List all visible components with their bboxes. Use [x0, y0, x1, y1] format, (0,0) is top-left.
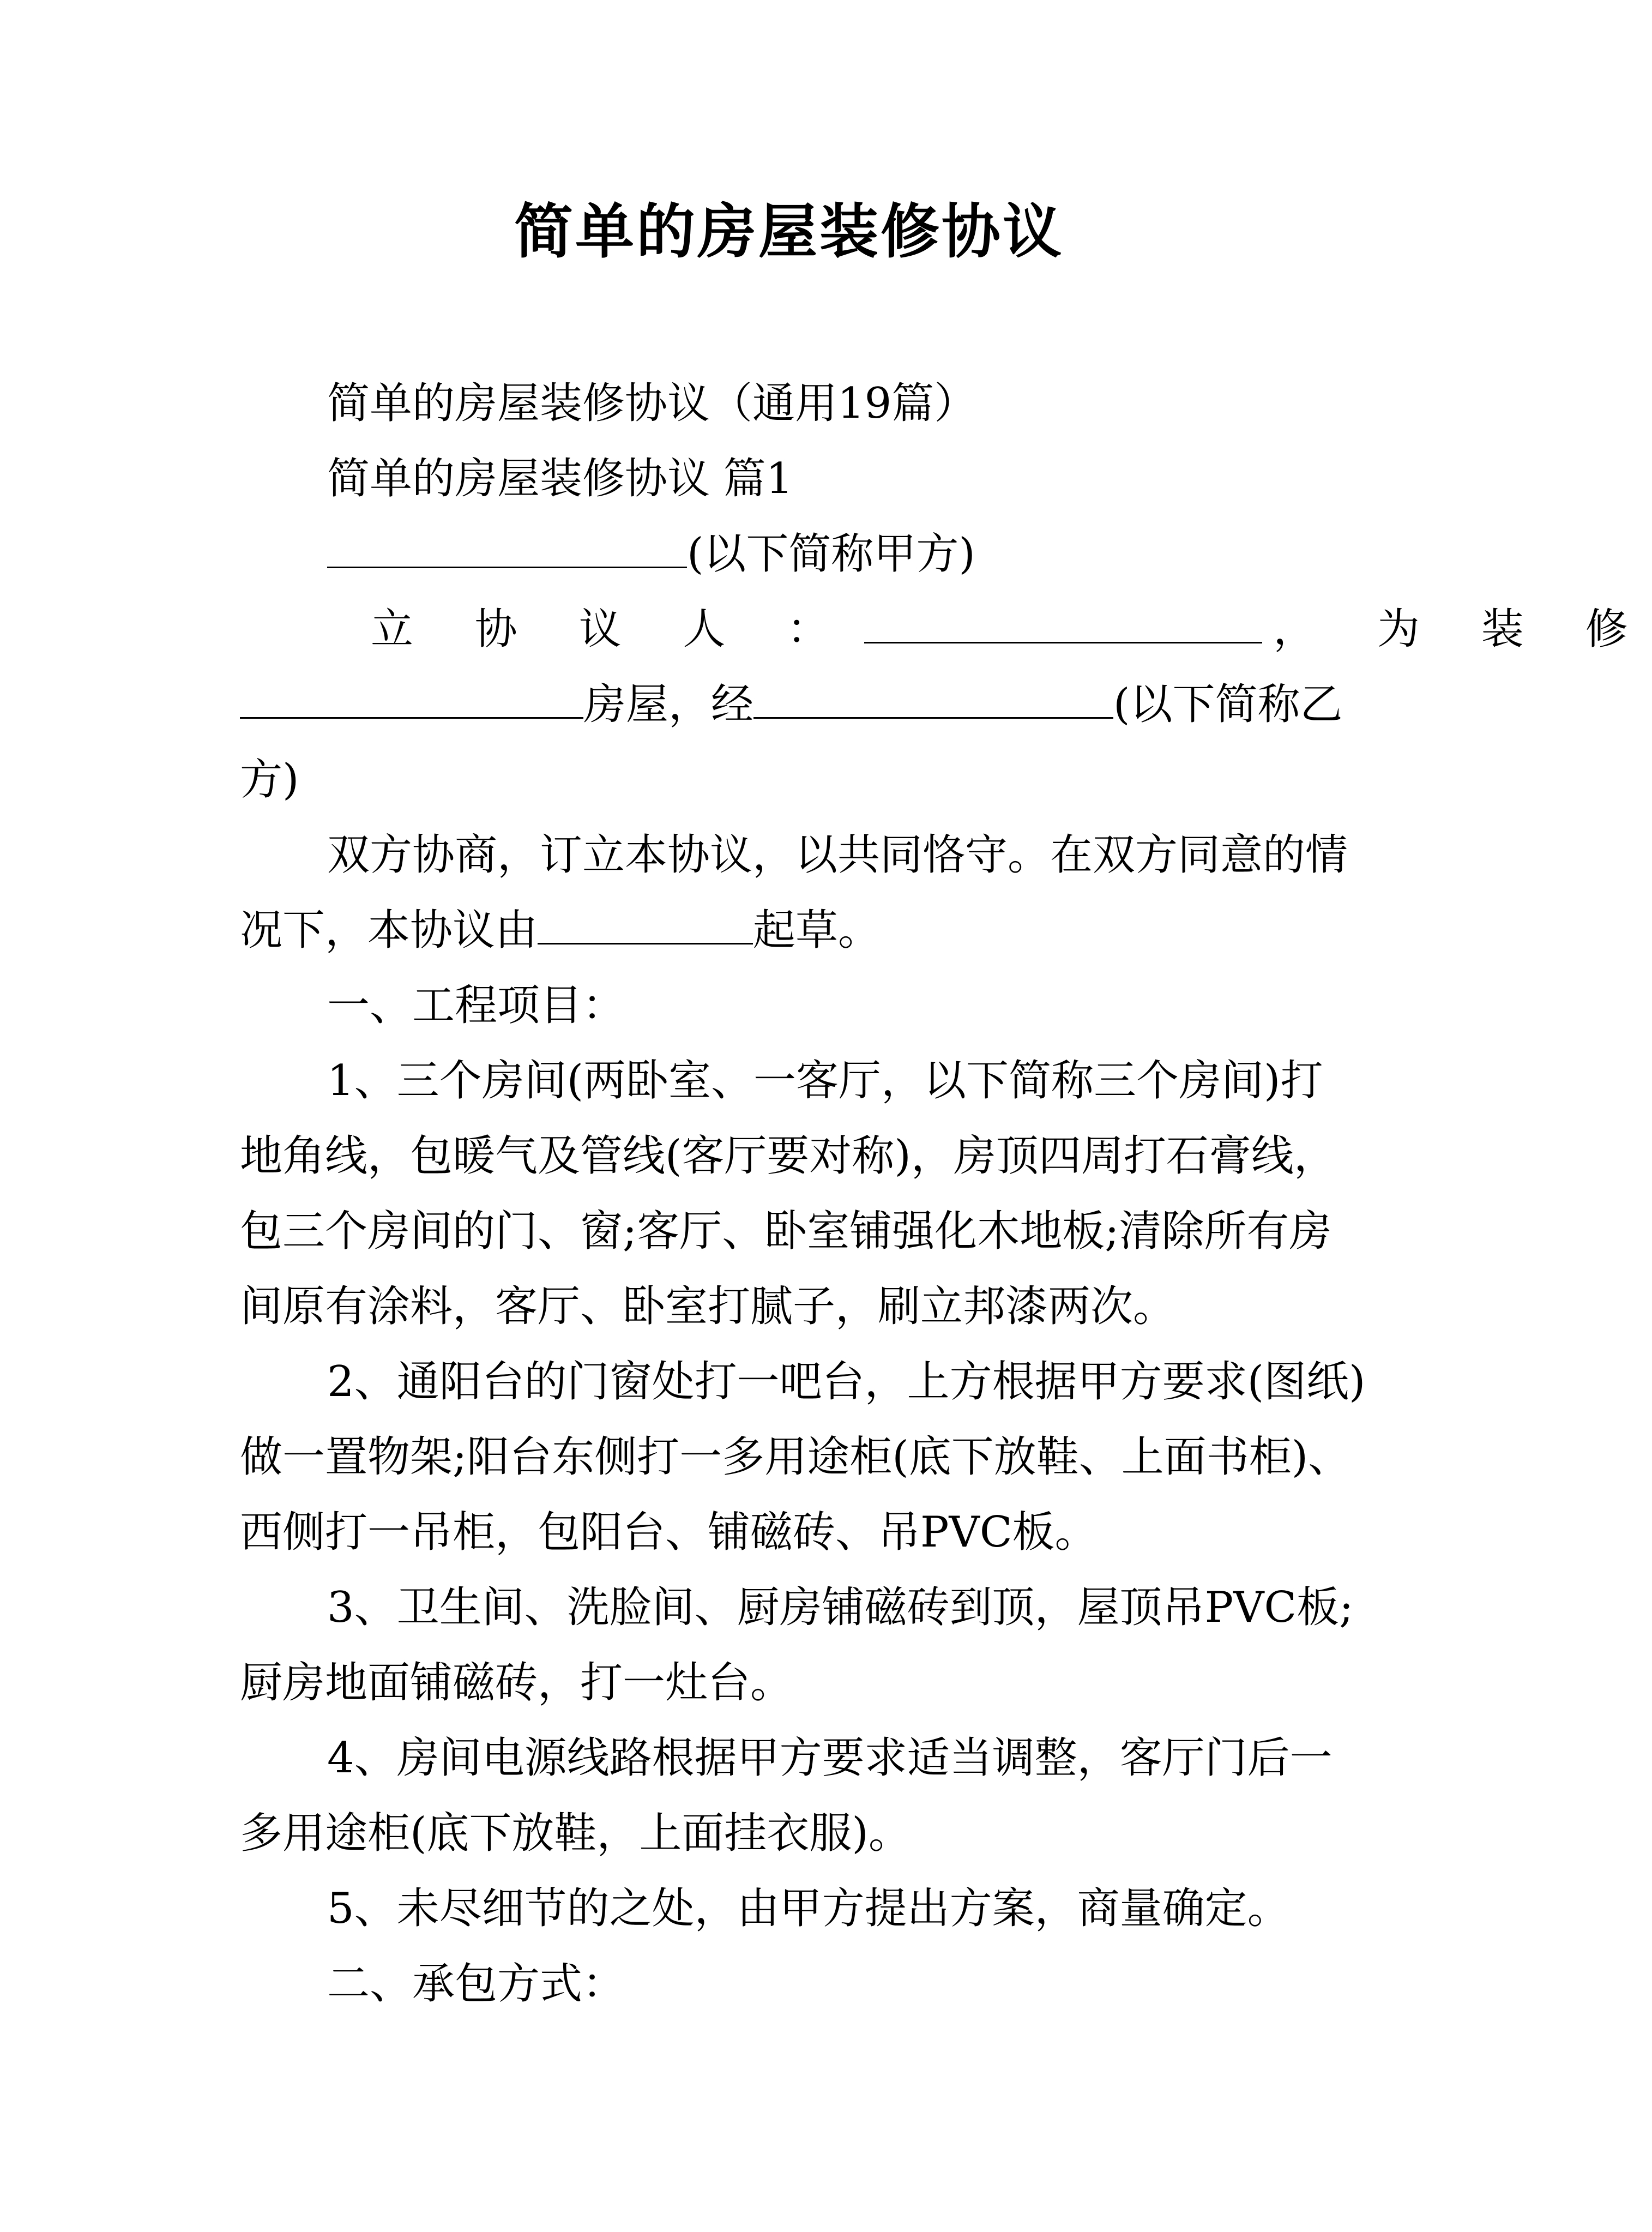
party-b-end: 方)	[240, 755, 299, 804]
drafter-blank[interactable]	[538, 905, 753, 944]
item-1a: 1、三个房间(两卧室、一客厅，以下简称三个房间)打	[327, 1056, 1323, 1105]
party-blank[interactable]	[864, 604, 1262, 643]
parties-line	[0, 591, 1652, 667]
house-blank[interactable]	[240, 679, 583, 719]
party-a-line	[0, 516, 1578, 592]
item-4b: 多用途柜(底下放鞋，上面挂衣服)。	[240, 1809, 911, 1858]
renovate-label: ， 为 装 修	[1273, 605, 1652, 654]
item-4a: 4、房间电源线路根据甲方要求适当调整，客厅门后一	[327, 1734, 1333, 1783]
party-a-note: (以下简称甲方)	[687, 530, 975, 579]
drafter-post: 起草。	[753, 906, 881, 955]
subtitle: 简单的房屋装修协议（通用19篇）	[327, 379, 977, 428]
paragraph-1b	[0, 892, 1578, 968]
item-3a: 3、卫生间、洗脸间、厨房铺磁砖到顶，屋顶吊PVC板;	[327, 1583, 1354, 1632]
item-2c: 西侧打一吊柜，包阳台、铺磁砖、吊PVC板。	[240, 1508, 1098, 1557]
party-b-blank[interactable]	[753, 679, 1113, 719]
house-line	[0, 666, 1578, 743]
party-a-blank[interactable]	[327, 528, 687, 568]
parties-label: 立 协 议 人 ：	[371, 605, 854, 654]
item-5: 5、未尽细节的之处，由甲方提出方案，商量确定。	[327, 1884, 1290, 1933]
drafter-pre: 况下，本协议由	[240, 906, 538, 955]
party-b-note: (以下简称乙	[1113, 680, 1343, 729]
section-heading-2: 二、承包方式：	[327, 1959, 625, 2008]
item-1d: 间原有涂料，客厅、卧室打腻子，刷立邦漆两次。	[240, 1282, 1176, 1331]
item-2b: 做一置物架;阳台东侧打一多用途柜(底下放鞋、上面书柜)、	[240, 1433, 1351, 1482]
section-heading-1: 一、工程项目：	[327, 981, 625, 1030]
chapter-heading: 简单的房屋装修协议 篇1	[327, 454, 793, 503]
item-3b: 厨房地面铺磁砖，打一灶台。	[240, 1658, 793, 1707]
item-1c: 包三个房间的门、窗;客厅、卧室铺强化木地板;清除所有房	[240, 1207, 1332, 1256]
item-1b: 地角线，包暖气及管线(客厅要对称)，房顶四周打石膏线，	[240, 1132, 1336, 1181]
house-text: 房屋，经	[583, 680, 754, 729]
item-2a: 2、通阳台的门窗处打一吧台，上方根据甲方要求(图纸)	[327, 1357, 1366, 1406]
document-title: 简单的房屋装修协议	[514, 197, 1064, 266]
paragraph-1a: 双方协商，订立本协议，以共同恪守。在双方同意的情	[327, 831, 1348, 880]
